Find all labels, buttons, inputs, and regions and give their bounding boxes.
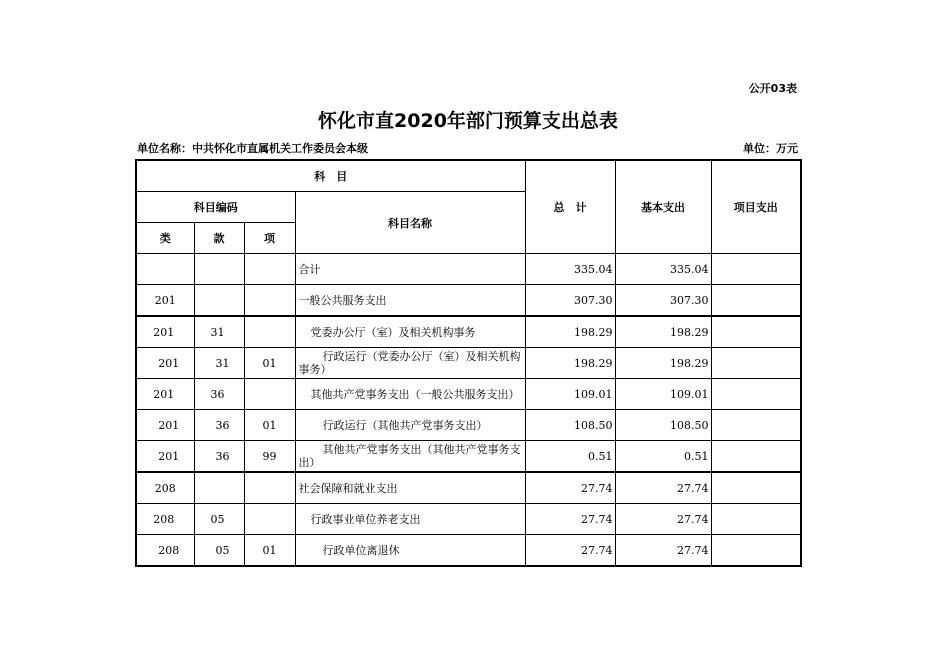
basic-value: 27.74 bbox=[615, 472, 711, 504]
project-value bbox=[711, 410, 801, 441]
code-kuan: 05 bbox=[194, 535, 244, 567]
table-row bbox=[136, 316, 801, 348]
project-value bbox=[711, 316, 801, 348]
project-value bbox=[711, 535, 801, 567]
basic-value: 109.01 bbox=[615, 379, 711, 410]
total-value: 27.74 bbox=[525, 535, 615, 567]
code-lei: 201 bbox=[136, 285, 194, 317]
total-value: 0.51 bbox=[525, 441, 615, 473]
code-lei: 201 bbox=[136, 410, 194, 441]
subject-name: 行政单位离退休 bbox=[295, 535, 525, 567]
subject-name: 社会保障和就业支出 bbox=[295, 472, 525, 504]
project-value bbox=[711, 285, 801, 317]
subject-name: 其他共产党事务支出（其他共产党事务支出） bbox=[295, 441, 525, 473]
basic-value: 0.51 bbox=[615, 441, 711, 473]
basic-value: 198.29 bbox=[615, 316, 711, 348]
subject-name: 行政事业单位养老支出 bbox=[295, 504, 525, 535]
code-lei: 201 bbox=[136, 316, 194, 348]
basic-value: 335.04 bbox=[615, 254, 711, 285]
code-xiang bbox=[244, 285, 295, 317]
table-row bbox=[136, 410, 801, 441]
project-value bbox=[711, 441, 801, 473]
table-row bbox=[136, 535, 801, 567]
code-kuan: 31 bbox=[194, 316, 244, 348]
code-xiang bbox=[244, 316, 295, 348]
total-value: 198.29 bbox=[525, 348, 615, 379]
budget-table bbox=[135, 159, 802, 567]
header-name: 科目名称 bbox=[295, 192, 525, 254]
table-row bbox=[136, 504, 801, 535]
header-xiang: 项 bbox=[244, 223, 295, 254]
project-value bbox=[711, 254, 801, 285]
basic-value: 27.74 bbox=[615, 535, 711, 567]
table-row bbox=[136, 441, 801, 473]
code-lei: 208 bbox=[136, 504, 194, 535]
basic-value: 307.30 bbox=[615, 285, 711, 317]
code-xiang: 99 bbox=[244, 441, 295, 473]
project-value bbox=[711, 504, 801, 535]
subject-name: 一般公共服务支出 bbox=[295, 285, 525, 317]
code-lei: 201 bbox=[136, 348, 194, 379]
subject-name: 合计 bbox=[295, 254, 525, 285]
code-kuan: 36 bbox=[194, 379, 244, 410]
subject-name: 其他共产党事务支出（一般公共服务支出） bbox=[295, 379, 525, 410]
subject-name: 行政运行（其他共产党事务支出） bbox=[295, 410, 525, 441]
table-row bbox=[136, 379, 801, 410]
table-row bbox=[136, 348, 801, 379]
header-code: 科目编码 bbox=[136, 192, 295, 223]
table-row bbox=[136, 472, 801, 504]
subject-name: 党委办公厅（室）及相关机构事务 bbox=[295, 316, 525, 348]
code-kuan bbox=[194, 254, 244, 285]
table-row bbox=[136, 285, 801, 317]
code-kuan bbox=[194, 472, 244, 504]
code-xiang bbox=[244, 254, 295, 285]
header-basic: 基本支出 bbox=[615, 160, 711, 254]
basic-value: 27.74 bbox=[615, 504, 711, 535]
project-value bbox=[711, 472, 801, 504]
code-xiang: 01 bbox=[244, 348, 295, 379]
code-kuan bbox=[194, 285, 244, 317]
table-row bbox=[136, 254, 801, 285]
header-lei: 类 bbox=[136, 223, 194, 254]
subject-name: 行政运行（党委办公厅（室）及相关机构事务） bbox=[295, 348, 525, 379]
code-xiang bbox=[244, 504, 295, 535]
code-lei bbox=[136, 254, 194, 285]
code-kuan: 36 bbox=[194, 441, 244, 473]
project-value bbox=[711, 379, 801, 410]
code-xiang bbox=[244, 472, 295, 504]
code-kuan: 05 bbox=[194, 504, 244, 535]
header-total: 总 计 bbox=[525, 160, 615, 254]
page-title: 怀化市直2020年部门预算支出总表 bbox=[318, 110, 618, 132]
code-lei: 208 bbox=[136, 535, 194, 567]
total-value: 27.74 bbox=[525, 472, 615, 504]
organization-label: 单位名称：中共怀化市直属机关工作委员会本级 bbox=[137, 142, 368, 155]
total-value: 109.01 bbox=[525, 379, 615, 410]
total-value: 307.30 bbox=[525, 285, 615, 317]
code-xiang: 01 bbox=[244, 410, 295, 441]
header-kuan: 款 bbox=[194, 223, 244, 254]
code-xiang bbox=[244, 379, 295, 410]
code-kuan: 31 bbox=[194, 348, 244, 379]
code-xiang: 01 bbox=[244, 535, 295, 567]
total-value: 335.04 bbox=[525, 254, 615, 285]
total-value: 108.50 bbox=[525, 410, 615, 441]
code-lei: 208 bbox=[136, 472, 194, 504]
basic-value: 198.29 bbox=[615, 348, 711, 379]
header-subject: 科 目 bbox=[136, 160, 525, 192]
project-value bbox=[711, 348, 801, 379]
basic-value: 108.50 bbox=[615, 410, 711, 441]
code-kuan: 36 bbox=[194, 410, 244, 441]
header-project: 项目支出 bbox=[711, 160, 801, 254]
unit-label: 单位：万元 bbox=[743, 142, 798, 155]
total-value: 198.29 bbox=[525, 316, 615, 348]
code-lei: 201 bbox=[136, 441, 194, 473]
form-number: 公开03表 bbox=[748, 82, 797, 95]
code-lei: 201 bbox=[136, 379, 194, 410]
total-value: 27.74 bbox=[525, 504, 615, 535]
